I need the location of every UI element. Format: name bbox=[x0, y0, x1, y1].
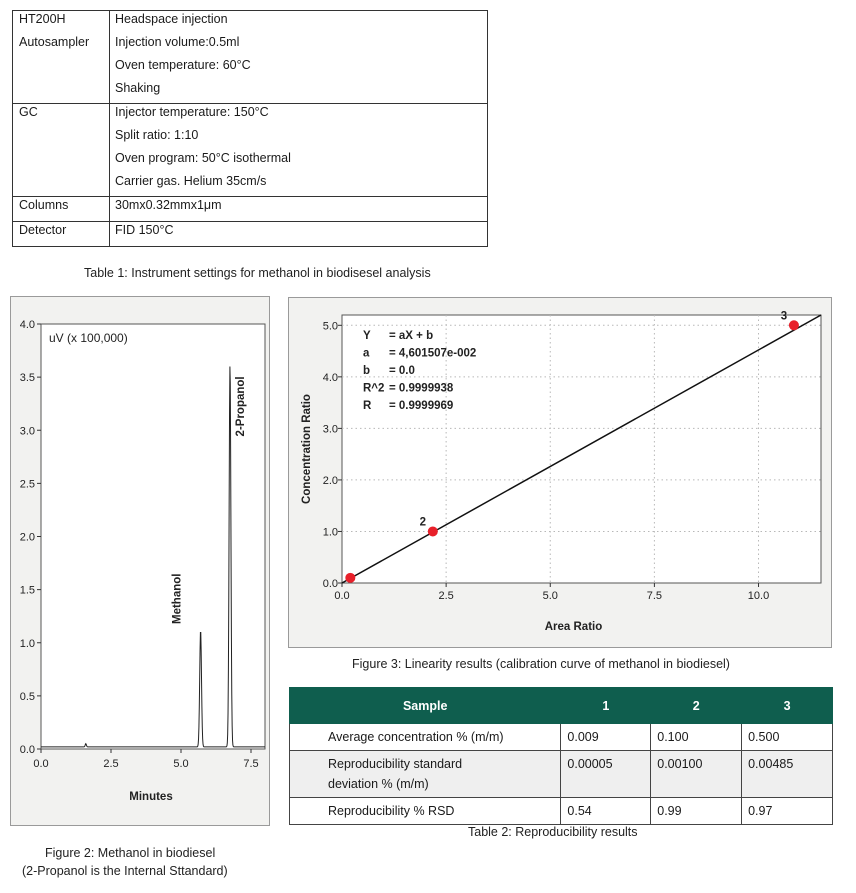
y-tick-label: 2.5 bbox=[19, 478, 35, 491]
equation-term: R^2 bbox=[363, 382, 385, 395]
y-tick-label: 4.0 bbox=[322, 371, 338, 384]
setting-line: Oven program: 50°C isothermal bbox=[115, 151, 291, 165]
equation-value: = 4,601507e-002 bbox=[389, 347, 477, 360]
y-tick-label: 2.0 bbox=[322, 474, 338, 487]
y-tick-label: 2.0 bbox=[19, 531, 35, 544]
row-header bbox=[13, 104, 110, 197]
column-header: 2 bbox=[651, 688, 742, 724]
x-tick-label: 5.0 bbox=[173, 758, 189, 770]
equation-value: = aX + b bbox=[389, 330, 434, 342]
setting-line: Injector temperature: 150°C bbox=[115, 105, 269, 119]
setting-line: Shaking bbox=[115, 81, 161, 95]
equation-value: = 0.9999969 bbox=[389, 400, 454, 412]
setting-line: Split ratio: 1:10 bbox=[115, 128, 199, 142]
x-tick-label: 2.5 bbox=[438, 590, 454, 602]
table-row bbox=[290, 724, 833, 751]
table-cell: 0.99 bbox=[651, 798, 742, 825]
y-tick-label: 0.0 bbox=[322, 578, 338, 590]
y-tick-label: 4.0 bbox=[19, 319, 35, 331]
setting-line: Carrier gas. Helium 35cm/s bbox=[115, 174, 267, 188]
x-tick-label: 10.0 bbox=[747, 590, 770, 602]
table-row bbox=[13, 222, 488, 247]
setting-line: 30mx0.32mmx1μm bbox=[115, 198, 222, 212]
table-row bbox=[13, 11, 488, 104]
peak-label: Methanol bbox=[171, 573, 184, 624]
table-row bbox=[290, 751, 833, 798]
row-values bbox=[110, 11, 488, 104]
y-tick-label: 3.0 bbox=[322, 423, 338, 436]
table-cell: 0.00005 bbox=[561, 751, 651, 798]
y-tick-label: 0.0 bbox=[19, 744, 35, 756]
chromatogram-chart bbox=[11, 297, 269, 825]
point-label: 2 bbox=[419, 516, 427, 529]
figure2-caption-line2: (2-Propanol is the Internal Sttandard) bbox=[22, 864, 228, 878]
figure3-caption: Figure 3: Linearity results (calibration curve of methanol in biodiesel) bbox=[352, 657, 730, 671]
equation-term: R bbox=[363, 400, 372, 412]
table-row bbox=[13, 104, 488, 197]
y-tick-label: 3.5 bbox=[19, 372, 35, 385]
equation-term: a bbox=[363, 347, 370, 360]
table-cell: 0.00100 bbox=[651, 751, 742, 798]
y-tick-label: 1.5 bbox=[19, 584, 35, 597]
table-cell: 0.500 bbox=[742, 724, 833, 751]
y-tick-label: 5.0 bbox=[322, 320, 338, 333]
table-cell: 0.54 bbox=[561, 798, 651, 825]
row-label bbox=[290, 798, 561, 825]
table1-caption: Table 1: Instrument settings for methanol in biodisesel analysis bbox=[84, 266, 431, 280]
table-header-row bbox=[290, 688, 833, 724]
table-cell: 0.100 bbox=[651, 724, 742, 751]
row-values bbox=[110, 222, 488, 247]
x-tick-label: 5.0 bbox=[542, 590, 558, 602]
table-cell: 0.009 bbox=[561, 724, 651, 751]
data-point bbox=[789, 320, 799, 330]
y-axis-label: Concentration Ratio bbox=[301, 394, 313, 504]
row-header bbox=[13, 197, 110, 222]
column-header: Sample bbox=[290, 688, 561, 724]
table-row bbox=[290, 798, 833, 825]
row-label bbox=[290, 751, 561, 798]
y-tick-label: 0.5 bbox=[19, 690, 35, 703]
y-tick-label: 3.0 bbox=[19, 425, 35, 438]
equation-value: = 0.0 bbox=[389, 365, 415, 377]
x-tick-label: 7.5 bbox=[243, 758, 259, 770]
calibration-panel bbox=[288, 297, 832, 648]
row-header bbox=[13, 11, 110, 104]
peak-label: 2-Propanol bbox=[235, 376, 247, 437]
row-label bbox=[290, 724, 561, 751]
setting-line: Injection volume:0.5ml bbox=[115, 35, 240, 49]
setting-line: Headspace injection bbox=[115, 12, 228, 26]
x-tick-label: 0.0 bbox=[33, 758, 49, 770]
row-values bbox=[110, 197, 488, 222]
equation-term: b bbox=[363, 365, 371, 377]
setting-line: FID 150°C bbox=[115, 223, 174, 237]
row-values bbox=[110, 104, 488, 197]
row-header-line: Autosampler bbox=[19, 35, 90, 49]
column-header: 1 bbox=[561, 688, 651, 724]
x-axis-label: Minutes bbox=[129, 791, 173, 803]
chromatogram-panel bbox=[10, 296, 270, 826]
calibration-chart bbox=[289, 298, 831, 647]
table-cell: 0.97 bbox=[742, 798, 833, 825]
row-label-line: deviation % (m/m) bbox=[328, 777, 429, 791]
row-label-line: Reproducibility % RSD bbox=[328, 804, 455, 818]
row-header bbox=[13, 222, 110, 247]
reproducibility-table bbox=[289, 687, 833, 825]
figure2-caption-line1: Figure 2: Methanol in biodiesel bbox=[45, 846, 216, 860]
equation-value: = 0.9999938 bbox=[389, 382, 454, 395]
row-header-line: HT200H bbox=[19, 12, 66, 26]
table-cell: 0.00485 bbox=[742, 751, 833, 798]
y-tick-label: 1.0 bbox=[322, 526, 338, 539]
row-label-line: Reproducibility standard bbox=[328, 757, 463, 771]
x-axis-label: Area Ratio bbox=[544, 621, 603, 633]
table-row bbox=[13, 197, 488, 222]
equation-term: Y bbox=[363, 330, 371, 342]
x-tick-label: 2.5 bbox=[103, 758, 119, 770]
row-header-line: Detector bbox=[19, 223, 67, 237]
row-header-line: GC bbox=[19, 105, 38, 119]
setting-line: Oven temperature: 60°C bbox=[115, 58, 251, 72]
row-label-line: Average concentration % (m/m) bbox=[328, 730, 504, 744]
data-point bbox=[428, 526, 438, 536]
x-tick-label: 0.0 bbox=[334, 590, 350, 602]
y-axis-label: uV (x 100,000) bbox=[49, 331, 128, 345]
data-point bbox=[345, 573, 355, 583]
table2-caption: Table 2: Reproducibility results bbox=[468, 825, 638, 839]
point-label: 3 bbox=[780, 310, 788, 323]
column-header: 3 bbox=[742, 688, 833, 724]
row-header-line: Columns bbox=[19, 198, 69, 212]
instrument-settings-table bbox=[12, 10, 488, 247]
y-tick-label: 1.0 bbox=[19, 637, 35, 650]
x-tick-label: 7.5 bbox=[646, 590, 663, 602]
